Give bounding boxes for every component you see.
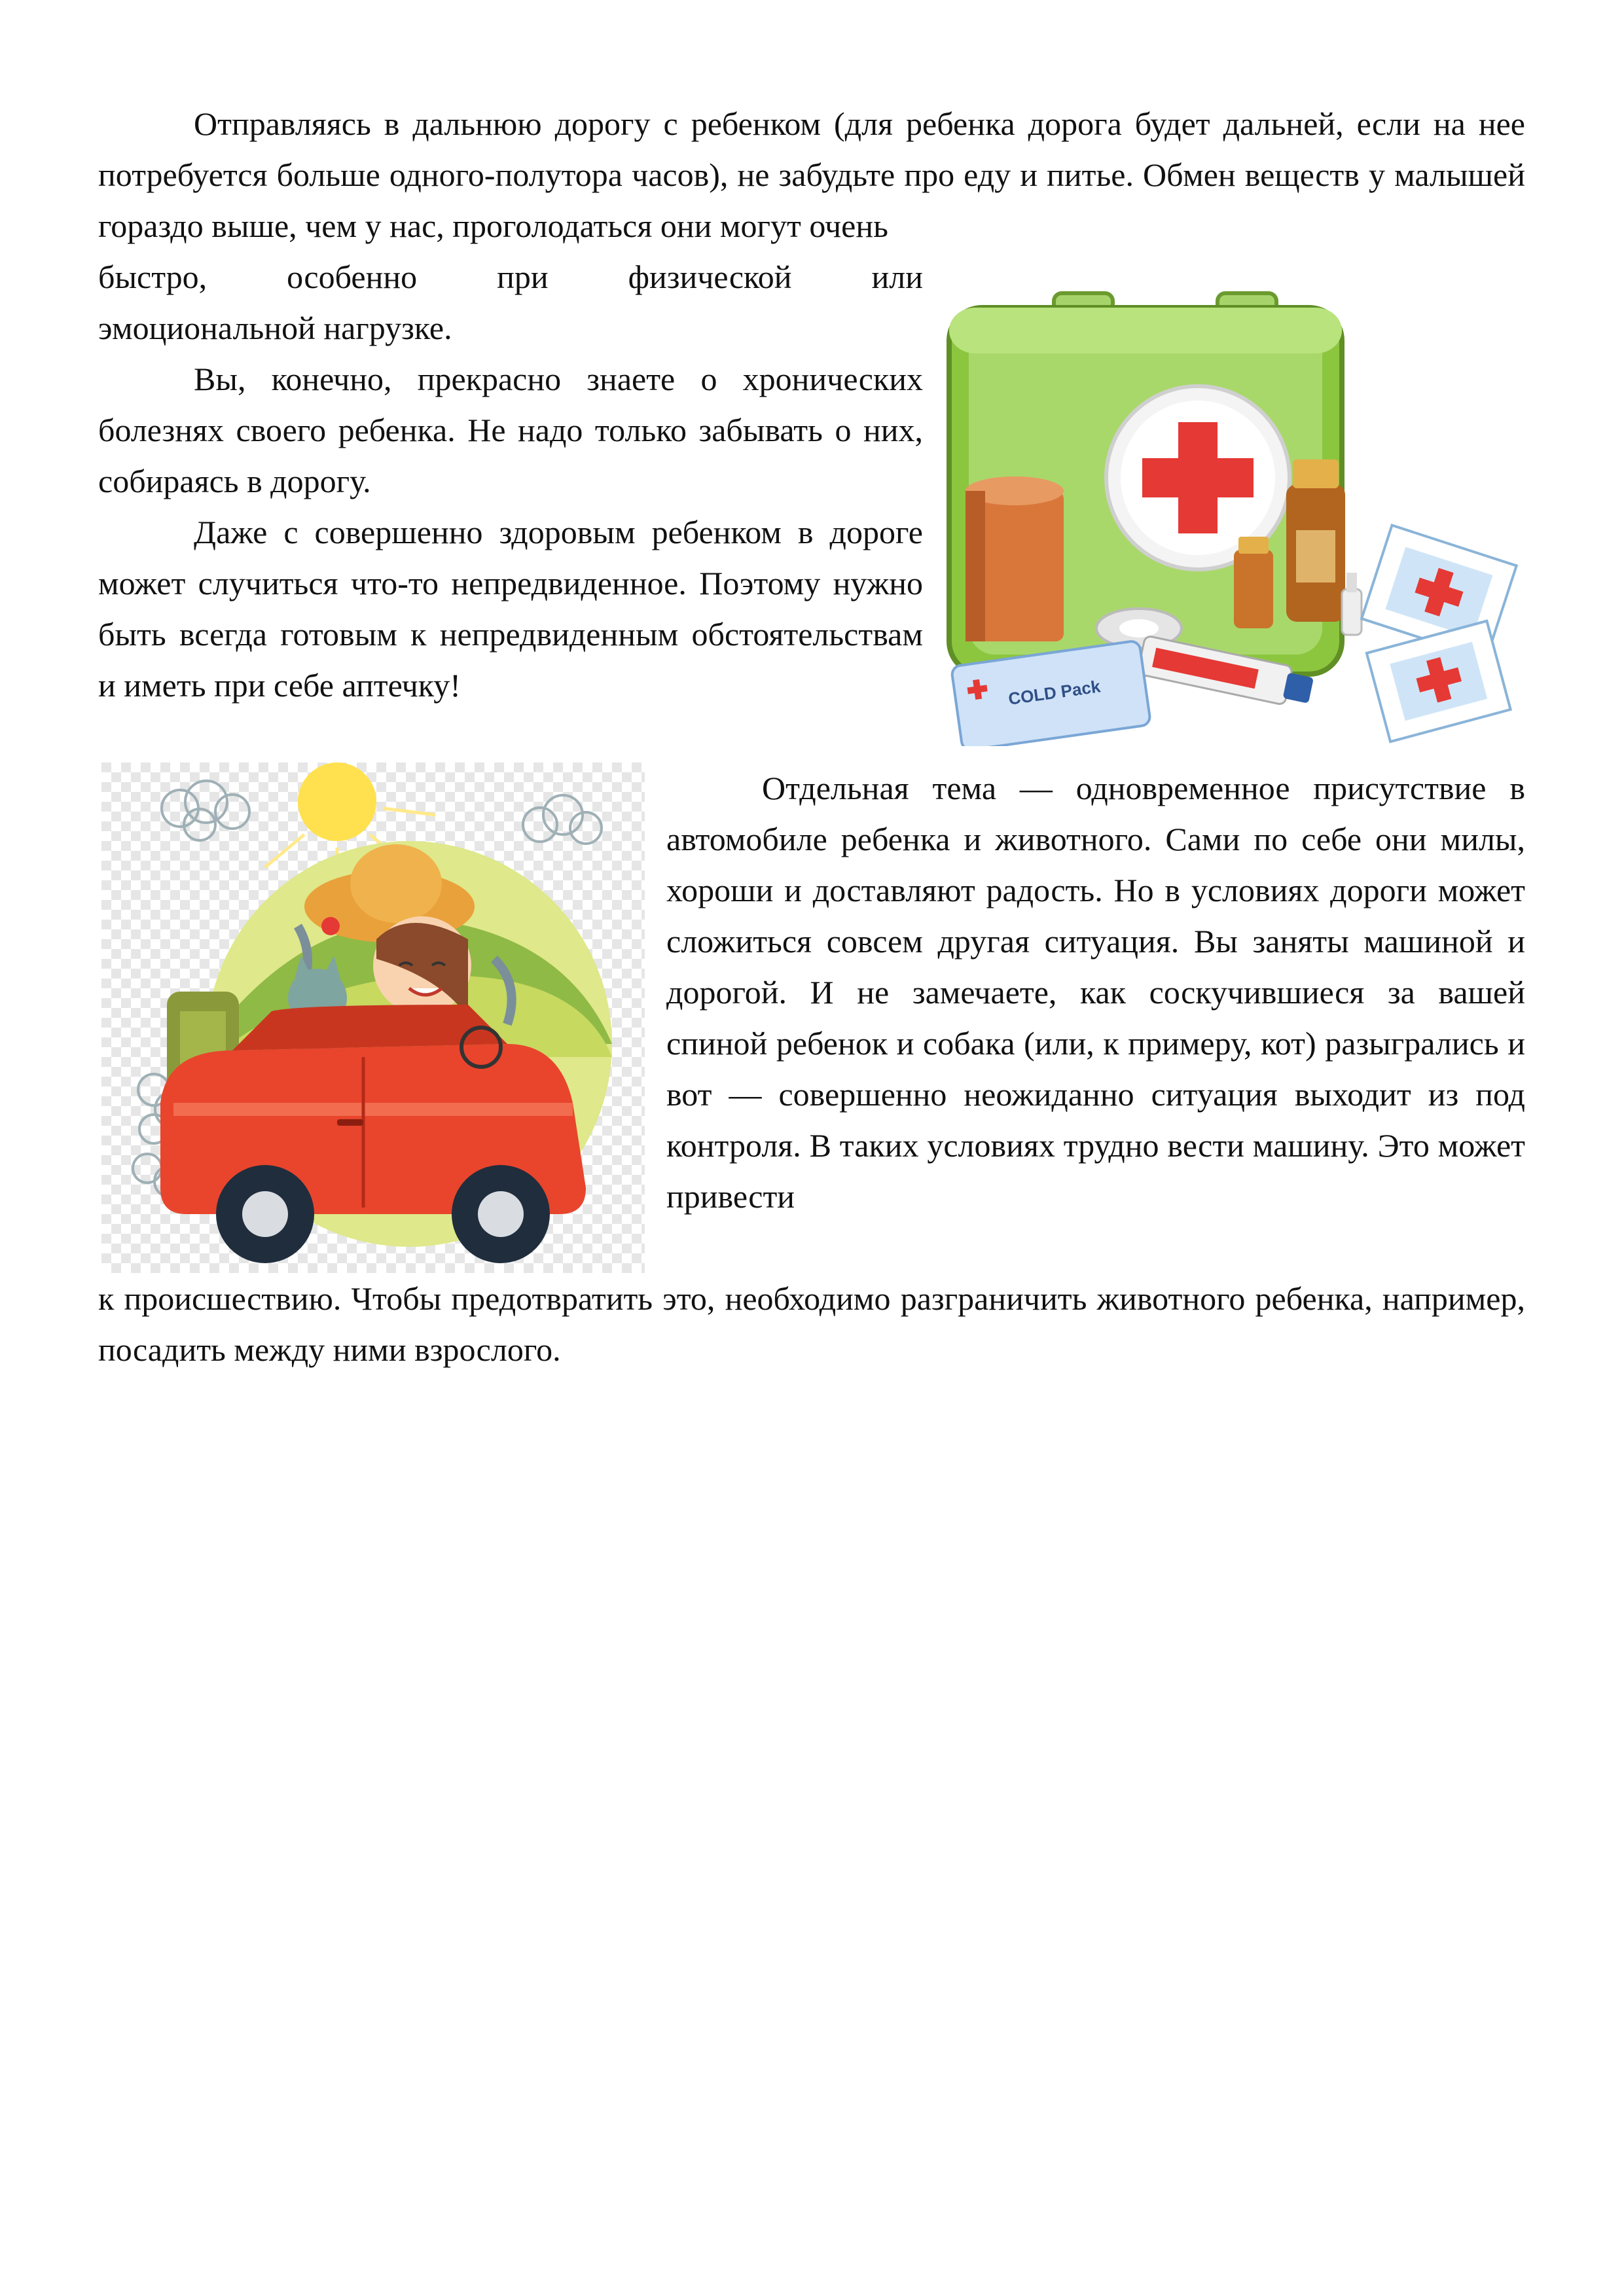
paragraph-pets: Отдельная тема — одновременное присутствие в автомобиле ребенка и животного. Сами по себе они милы, хороши и доставляют радость. Но в условиях дороги может сложиться совсем другая ситуация. Вы заняты машиной и дорогой. И не замечаете, как соскучившиеся за вашей спиной ребенок и собака (или, к примеру, кот) разыгрались и вот — совершенно неожиданно ситуация выходит из под контроля. В таких условиях трудно вести машину. Это может привести <box>666 770 1525 1215</box>
text-block-food-tail <box>98 251 923 353</box>
text-block-health <box>98 353 923 711</box>
first-aid-kit-figure <box>943 281 1532 746</box>
car-illustration-figure <box>101 762 645 1273</box>
paragraph-first-aid: Даже с совершенно здоровым ребенком в дороге может случиться что-то непредвиденное. Поэтому нужно быть всегда готовым к непредвиденным обстоятельствам и иметь при себе аптечку! <box>98 514 923 704</box>
girl-and-cat-in-car-icon <box>101 762 645 1273</box>
paragraph-pets-end: к происшествию. Чтобы предотвратить это, необходимо разграничить животного ребенка, например, посадить между ними взрослого. <box>98 1280 1525 1368</box>
cold-pack-label: COLD Pack <box>1007 676 1102 709</box>
text-block-pets <box>666 762 1525 1222</box>
first-aid-kit-icon <box>943 281 1532 746</box>
paragraph-food: Отправляясь в дальнюю дорогу с ребенком (для ребенка дорога будет дальней, если на нее потребуется больше одного-полутора часов), не забудьте про еду и питье. Обмен веществ у малышей гораздо выше, чем у нас, проголодаться они могут очень <box>98 105 1525 244</box>
text-block-pets-end <box>98 1273 1525 1375</box>
text-block-intro <box>98 98 1525 251</box>
paragraph-food-tail: быстро, особенно при физической или <box>98 259 923 295</box>
paragraph-chronic: Вы, конечно, прекрасно знаете о хронических болезнях своего ребенка. Не надо только забывать о них, собираясь в дорогу. <box>98 361 923 499</box>
paragraph-food-end: эмоциональной нагрузке. <box>98 310 452 346</box>
